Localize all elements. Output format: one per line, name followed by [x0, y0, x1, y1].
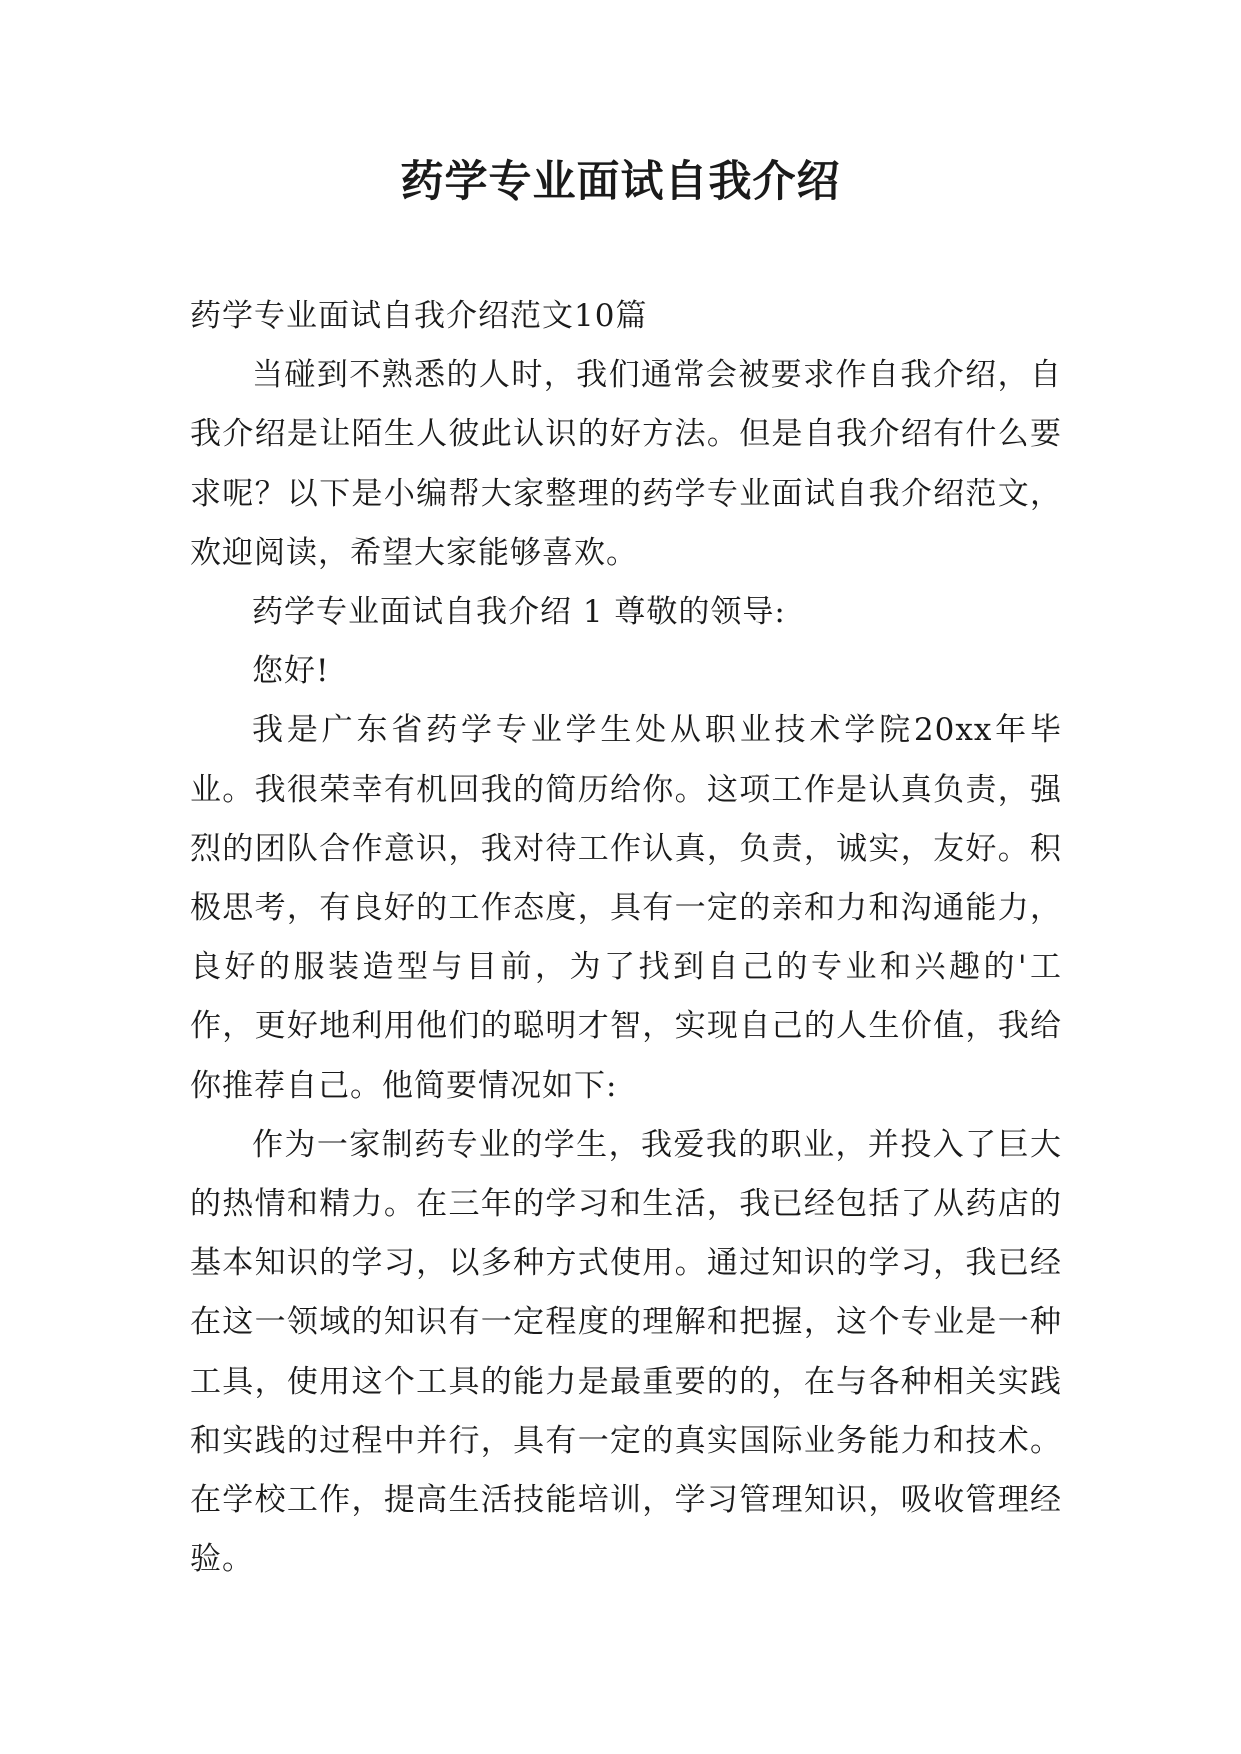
section-heading-paragraph: 药学专业面试自我介绍 1 尊敬的领导:: [252, 594, 786, 631]
subtitle-paragraph: 药学专业面试自我介绍范文10篇: [190, 298, 648, 334]
greeting-paragraph: 您好!: [252, 653, 330, 690]
document-title: 药学专业面试自我介绍: [400, 157, 841, 207]
document-body: [190, 287, 1062, 1589]
intro-paragraph: 当碰到不熟悉的人时，我们通常会被要求作自我介绍，自我介绍是让陌生人彼此认识的好方法。但是自我介绍有什么要求呢？以下是小编帮大家整理的药学专业面试自我介绍范文，欢迎阅读，希望大家能够喜欢。: [190, 357, 1062, 571]
body-paragraph: 我是广东省药学专业学生处从职业技术学院20xx年毕业。我很荣幸有机回我的简历给你。这项工作是认真负责，强烈的团队合作意识，我对待工作认真，负责，诚实，友好。积极思考，有良好的工作态度，具有一定的亲和力和沟通能力，良好的服装造型与目前，为了找到自己的专业和兴趣的'工作，更好地利用他们的聪明才智，实现自己的人生价值，我给你推荐自己。他简要情况如下:: [190, 712, 1062, 1104]
body-paragraph: 作为一家制药专业的学生，我爱我的职业，并投入了巨大的热情和精力。在三年的学习和生活，我已经包括了从药店的基本知识的学习，以多种方式使用。通过知识的学习，我已经在这一领域的知识有一定程度的理解和把握，这个专业是一种工具，使用这个工具的能力是最重要的的，在与各种相关实践和实践的过程中并行，具有一定的真实国际业务能力和技术。在学校工作，提高生活技能培训，学习管理知识，吸收管理经验。: [190, 1126, 1062, 1578]
